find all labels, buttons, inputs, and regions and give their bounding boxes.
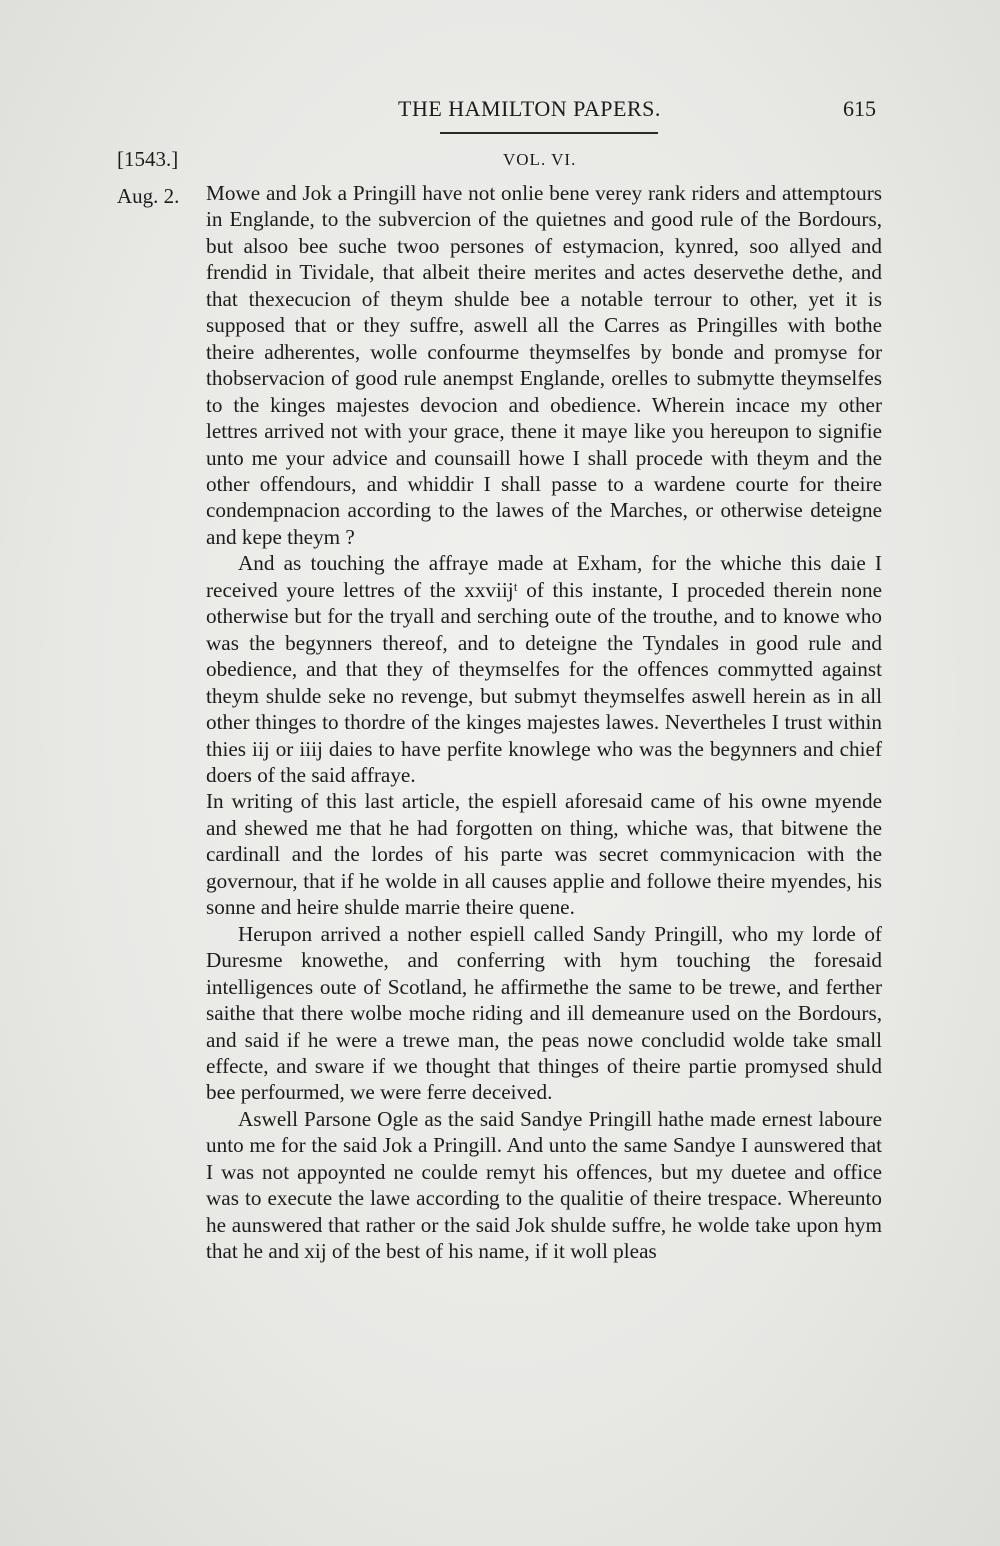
paragraph: Mowe and Jok a Pringill have not onlie bene verey rank riders and attemptours in Englande, to the subvercion of the quietnes and good rule of the Bordours, but alsoo bee suche twoo persones of estymacion, kynred, soo allyed and frendid in Tividale, that albeit theire merites and actes deservethe dethe, and that thexecucion of theym shulde bee a notable terrour to other, yet it is supposed that or they suffre, aswell all the Carres as Pringilles with bothe theire adherentes, wolle confourme theymselfes by bonde and promyse for thobservacion of good rule anempst Englande, orelles to submytte theymselfes to the kinges majestes devocion and obedience. Wherein incace my other lettres arrived not with your grace, thene it maye like you hereupon to signifie unto me your advice and counsaill howe I shall procede with theym and the other offendours, and whiddir I shall passe to a wardene courte for theire condempnacion according to the lawes of the Marches, or otherwise deteigne and kepe theym ? (206, 181, 882, 549)
page-number: 615 (843, 96, 876, 121)
paragraph: And as touching the affraye made at Exham, for the whiche this daie I received youre lettres of the xxviijᵗ of this instante, I proceded therein none otherwise but for the tryall and serching oute of the trouthe, and to knowe who was the begynners thereof, and to deteigne the Tyndales in good rule and obedience, and that they of theymselfes for the offences commytted against theym shulde seke no revenge, but submyt theymselfes aswell herein as in all other thinges to thordre of the kinges majestes lawes. Nevertheles I trust within thies iij or iiij daies to have perfite knowlege who was the begynners and chief doers of the said affraye. (206, 551, 882, 787)
paragraph: Herupon arrived a nother espiell called Sandy Pringill, who my lorde of Duresme knowethe, and conferring with hym touching the foresaid intelligences oute of Scotland, he affirmethe the same to be trewe, and ferther saithe that there wolbe moche riding and ill demeanure used on the Bordours, and said if he were a trewe man, the peas nowe concludid wolde take small effecte, and sware if we thought that thinges of theire partie promysed shuld bee perfourmed, we were ferre deceived. (206, 921, 882, 1105)
running-title: THE HAMILTON PAPERS. (398, 96, 661, 121)
year-label: [1543.] (117, 147, 179, 171)
paragraph: Aswell Parsone Ogle as the said Sandye Pringill hathe made ernest laboure unto me for the said Jok a Pringill. And unto the same Sandye I aunswered that I was not appoynted ne coulde remyt his offences, but my duetee and office was to execute the lawe according to the qualitie of theire trespace. Whereunto he aunswered that rather or the said Jok shulde suffre, he wolde take upon hym that he and xij of the best of his name, if it woll pleas (206, 1106, 882, 1264)
volume-label: VOL. VI. (503, 150, 577, 169)
header-rule (440, 132, 658, 134)
running-head (0, 96, 1000, 136)
body-text (206, 180, 882, 1265)
paragraph: In writing of this last article, the espiell aforesaid came of his owne myende and shewed me that he had forgotten on thing, whiche was, that bitwene the cardinall and the lordes of his parte was secret commynicacion with the governour, that if he wolde in all causes applie and followe theire myendes, his sonne and heire shulde marrie theire quene. (206, 789, 882, 920)
margin-date: Aug. 2. (117, 184, 180, 208)
